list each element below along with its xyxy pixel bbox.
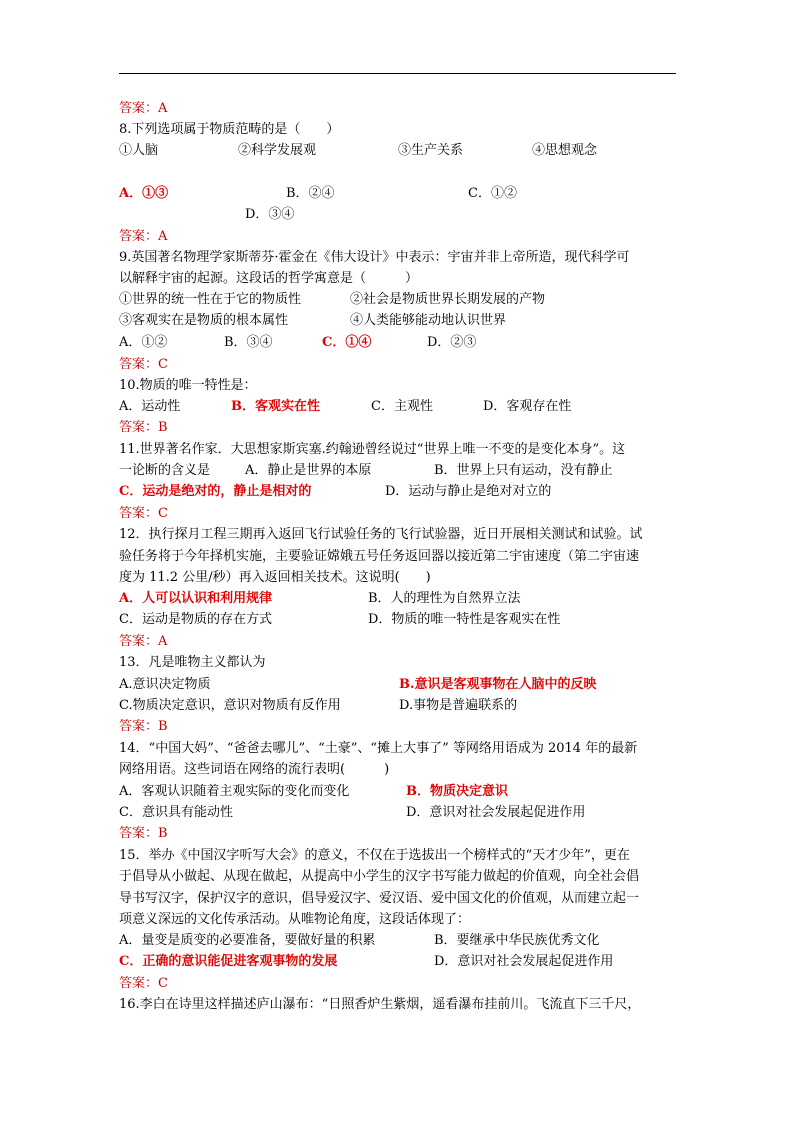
- q8-option-b: B．②④: [286, 186, 335, 201]
- q9-option-b: B．③④: [224, 335, 273, 350]
- q13-option-c: C.物质决定意识，意识对物质有反作用: [119, 698, 341, 713]
- q8-item-1: ①人脑: [119, 143, 159, 158]
- q13-option-d: D.事物是普遍联系的: [399, 698, 518, 713]
- question-13-stem: 13．凡是唯物主义都认为: [119, 655, 266, 670]
- answer-13: 答案：B: [119, 719, 168, 734]
- q8-option-d: D．③④: [245, 207, 295, 222]
- q15-option-c: C．正确的意识能促进客观事物的发展: [119, 954, 338, 969]
- q8-item-3: ③生产关系: [398, 143, 464, 158]
- answer-15: 答案：C: [119, 976, 168, 991]
- q9-item-3: ③客观实在是物质的根本属性: [119, 313, 289, 328]
- q14-option-a: A．客观认识随着主观实际的变化而变化: [119, 784, 350, 799]
- q8-option-a: A．①③: [119, 186, 169, 201]
- q9-option-c: C．①④: [322, 335, 372, 350]
- answer-10: 答案：B: [119, 420, 168, 435]
- q8-option-c: C．①②: [468, 186, 517, 201]
- q13-option-b: B.意识是客观事物在人脑中的反映: [399, 677, 597, 692]
- q12-option-b: B．人的理性为自然界立法: [368, 591, 521, 606]
- question-9-stem-1: 9.英国著名物理学家斯蒂芬·霍金在《伟大设计》中表示：宇宙并非上帝所造，现代科学可: [119, 250, 630, 265]
- question-15-stem-1: 15．举办《中国汉字听写大会》的意义，不仅在于选拔出一个榜样式的“天才少年”，更在: [119, 848, 630, 863]
- answer-12: 答案：A: [119, 634, 168, 649]
- q13-option-a: A.意识决定物质: [119, 677, 211, 692]
- q12-option-a: A．人可以认识和利用规律: [119, 591, 273, 606]
- question-12-stem-2: 验任务将于今年择机实施，主要验证嫦娥五号任务返回器以接近第二宇宙速度（第二宇宙速: [119, 549, 640, 564]
- question-14-stem-1: 14．“中国大妈”、“爸爸去哪儿”、“土豪”、“摊上大事了” 等网络用语成为 2014 年的最新: [119, 741, 638, 756]
- q8-item-4: ④思想观念: [532, 143, 598, 158]
- answer-prev: 答案：A: [119, 101, 168, 116]
- question-12-stem-3: 度为 11.2 公里/秒）再入返回相关技术。这说明( ): [119, 570, 431, 585]
- q9-option-a: A．①②: [119, 335, 168, 350]
- question-8-stem: 8.下列选项属于物质范畴的是（ ）: [119, 122, 340, 137]
- q9-item-1: ①世界的统一性在于它的物质性: [119, 292, 302, 307]
- q9-item-2: ②社会是物质世界长期发展的产物: [350, 292, 546, 307]
- q11-option-c: C．运动是绝对的，静止是相对的: [119, 484, 312, 499]
- question-9-stem-2: 以解释宇宙的起源。这段话的哲学寓意是（ ）: [119, 271, 419, 286]
- q14-option-b: B．物质决定意识: [406, 784, 508, 799]
- q10-option-a: A．运动性: [119, 399, 181, 414]
- q12-option-d: D．物质的唯一特性是客观实在性: [368, 612, 561, 627]
- question-16-stem-1: 16.李白在诗里这样描述庐山瀑布：“日照香炉生紫烟，遥看瀑布挂前川。飞流直下三千尺，: [119, 997, 641, 1012]
- q9-option-d: D．②③: [427, 335, 477, 350]
- question-15-stem-3: 导书写汉字，保护汉字的意识，倡导爱汉字、爱汉语、爱中国文化的价值观，从而建立起一: [119, 891, 640, 906]
- question-10-stem: 10.物质的唯一特性是：: [119, 378, 257, 393]
- q15-option-d: D．意识对社会发展起促进作用: [434, 954, 614, 969]
- q15-option-b: B．要继承中华民族优秀文化: [434, 933, 600, 948]
- q11-option-a: A．静止是世界的本原: [245, 463, 372, 478]
- q9-item-4: ④人类能够能动地认识世界: [350, 313, 507, 328]
- q10-option-c: C．主观性: [371, 399, 433, 414]
- q11-option-b: B．世界上只有运动，没有静止: [434, 463, 613, 478]
- q14-option-d: D．意识对社会发展起促进作用: [406, 805, 586, 820]
- q15-option-a: A．量变是质变的必要准备，要做好量的积累: [119, 933, 376, 948]
- q12-option-c: C．运动是物质的存在方式: [119, 612, 272, 627]
- q8-item-2: ②科学发展观: [238, 143, 317, 158]
- question-14-stem-2: 网络用语。这些词语在网络的流行表明( ): [119, 762, 390, 777]
- answer-8: 答案：A: [119, 229, 168, 244]
- question-11-stem-2: 一论断的含义是: [119, 463, 211, 478]
- question-15-stem-4: 项意义深远的文化传承活动。从唯物论角度，这段话体现了：: [119, 912, 471, 927]
- q10-option-d: D．客观存在性: [483, 399, 572, 414]
- q11-option-d: D．运动与静止是绝对对立的: [385, 484, 552, 499]
- question-11-stem-1: 11.世界著名作家．大思想家斯宾塞.约翰逊曾经说过“世界上唯一不变的是变化本身”。这: [119, 442, 626, 457]
- answer-9: 答案：C: [119, 357, 168, 372]
- answer-11: 答案：C: [119, 506, 168, 521]
- question-15-stem-2: 于倡导从小做起、从现在做起，从提高中小学生的汉字书写能力做起的价值观，向全社会倡: [119, 869, 640, 884]
- question-12-stem-1: 12．执行探月工程三期再入返回飞行试验任务的飞行试验器，近日开展相关测试和试验。试: [119, 527, 643, 542]
- header-rule: [119, 73, 676, 74]
- answer-14: 答案：B: [119, 826, 168, 841]
- q10-option-b: B．客观实在性: [231, 399, 320, 414]
- q14-option-c: C．意识具有能动性: [119, 805, 233, 820]
